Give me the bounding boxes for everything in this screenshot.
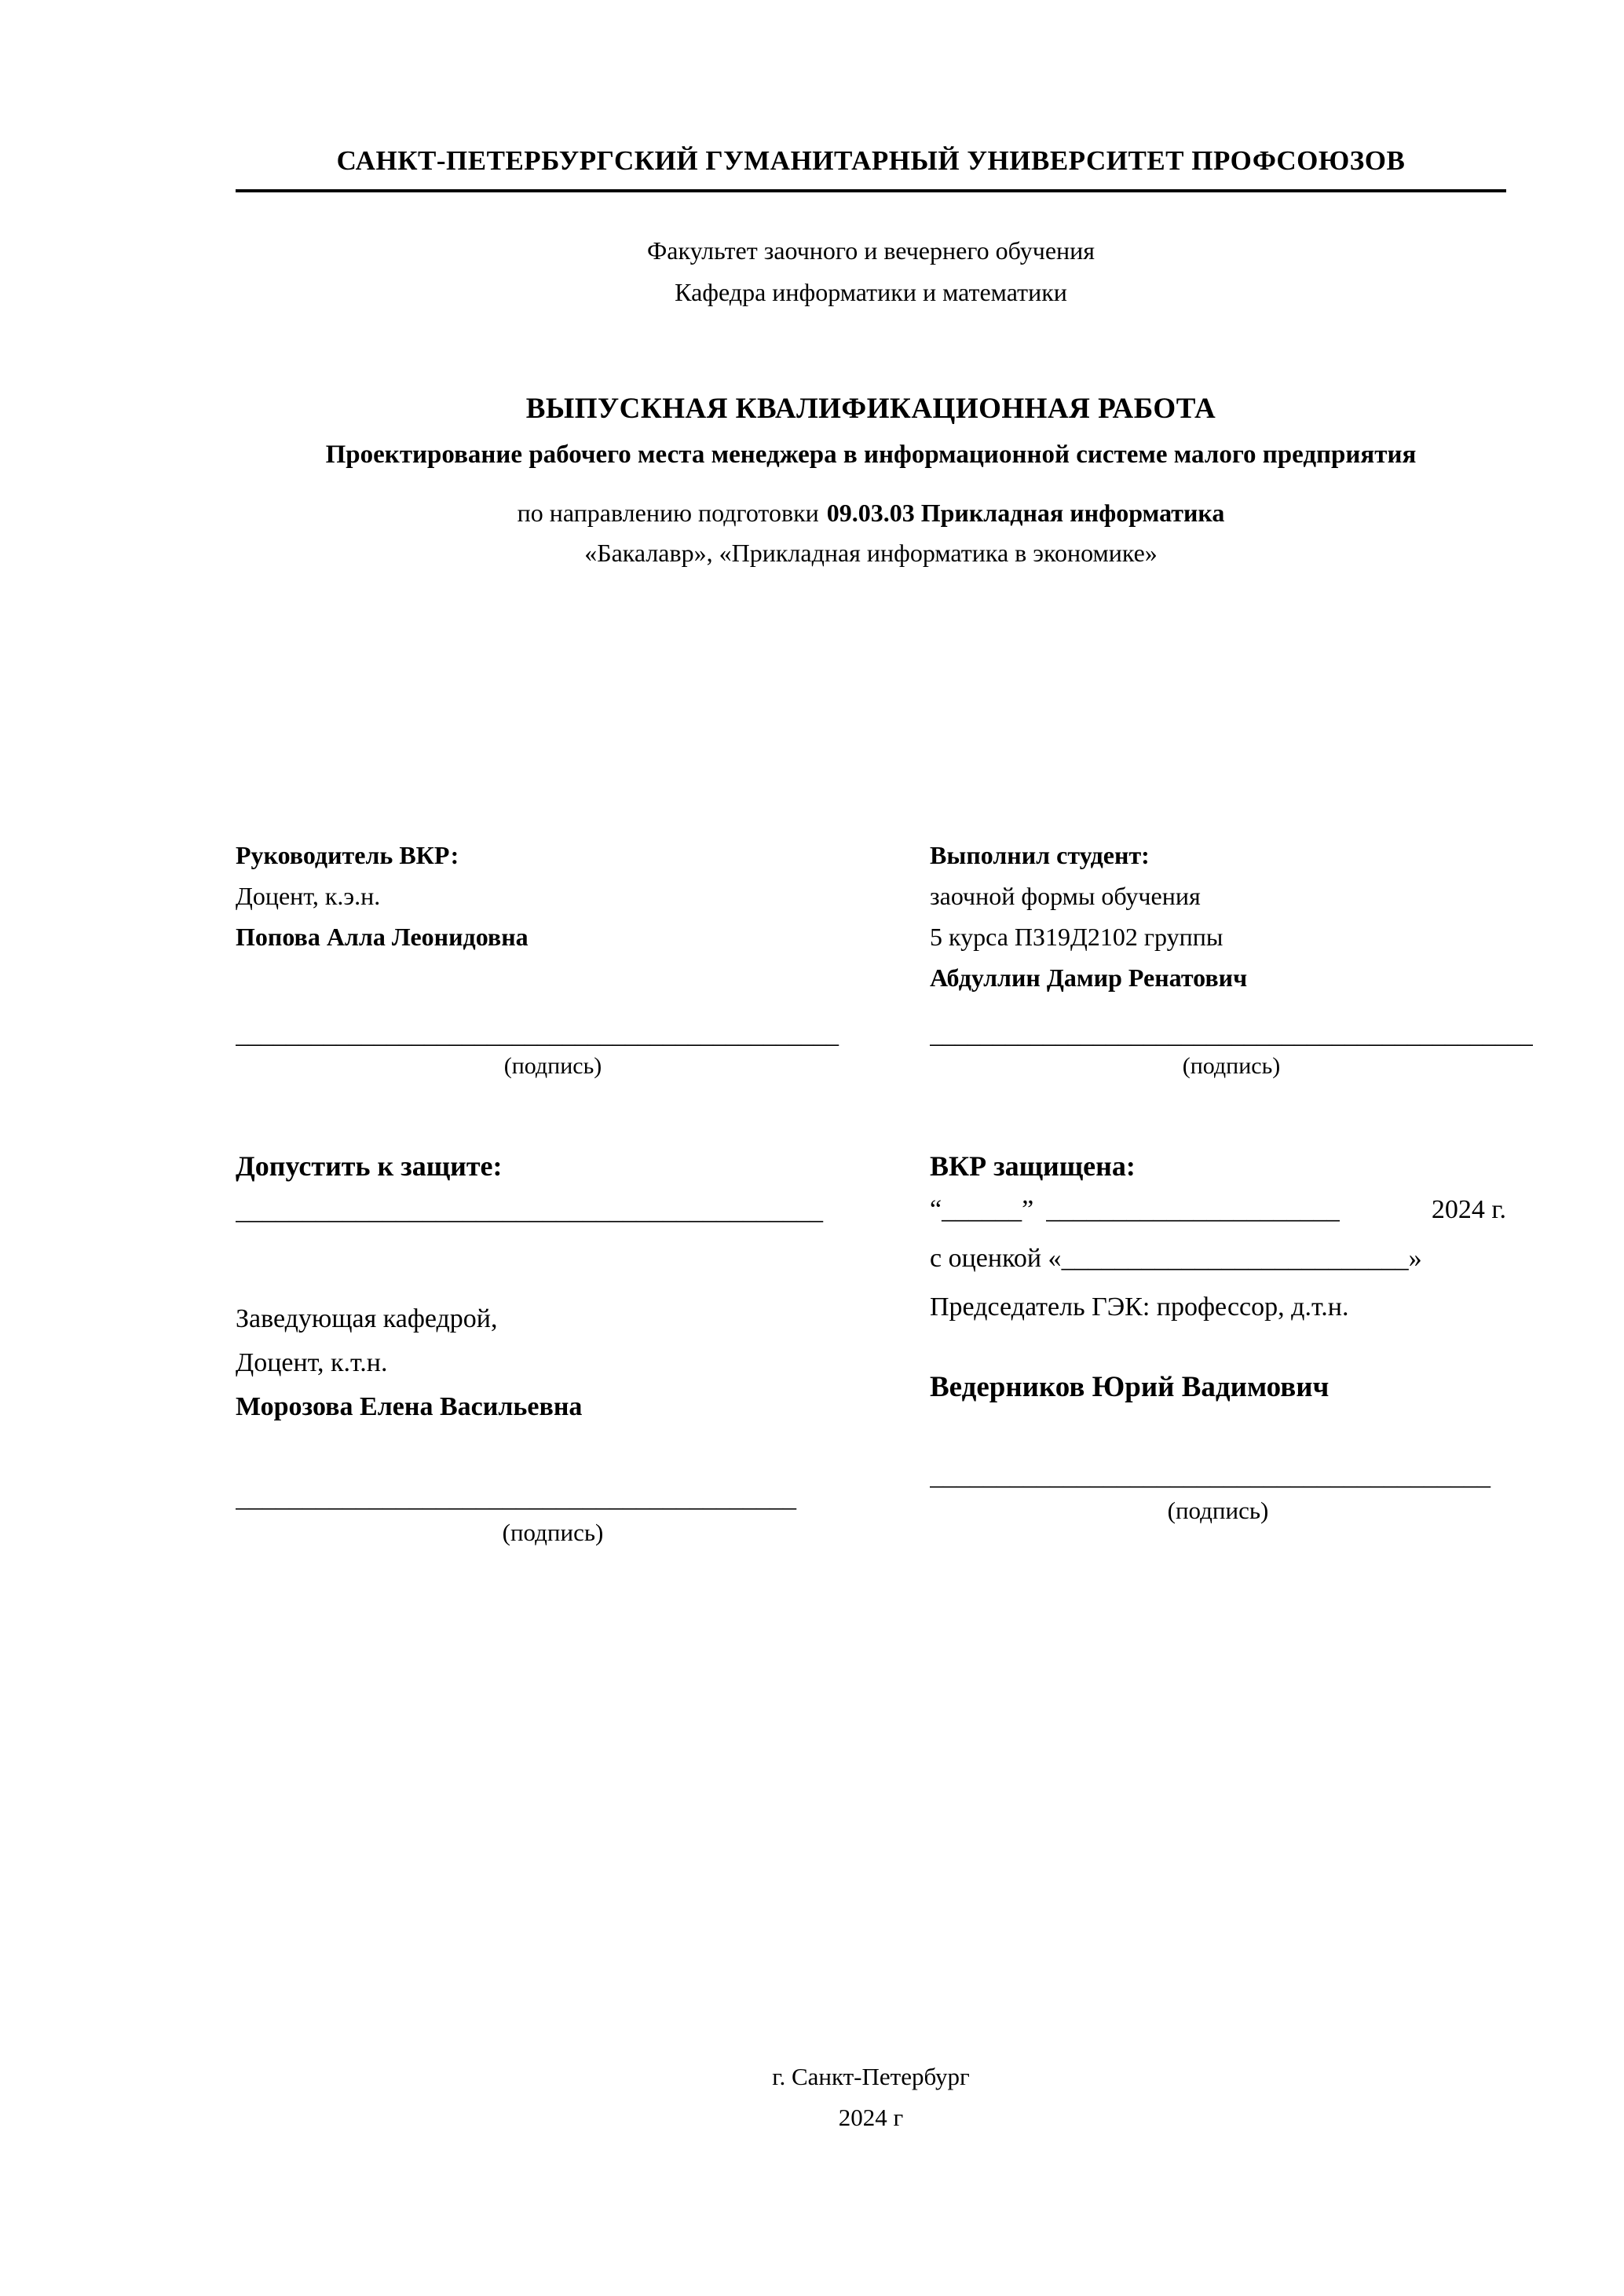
chairman-name: Ведерников Юрий Вадимович [930,1371,1330,1404]
student-study-form: заочной формы обучения [930,882,1201,911]
faculty-line: Факультет заочного и вечернего обучения [647,236,1095,265]
work-title: Проектирование рабочего места менеджера в информационной системе малого предприятия [325,440,1417,469]
defense-date-month-blank: ______________________ [1046,1195,1341,1225]
footer-year: 2024 г [838,2104,904,2132]
chairman-title: Председатель ГЭК: профессор, д.т.н. [930,1292,1349,1322]
defense-date-year: 2024 г. [1431,1195,1506,1225]
head-name: Морозова Елена Васильевна [236,1392,583,1422]
defense-date-line [930,1186,1506,1234]
supervisor-heading: Руководитель ВКР: [236,841,459,870]
direction-prefix: по направлению подготовки [517,499,819,528]
head-position-2: Доцент, к.т.н. [236,1348,388,1378]
department-line: Кафедра информатики и математики [675,277,1067,306]
work-type-title: ВЫПУСКНАЯ КВАЛИФИКАЦИОННАЯ РАБОТА [525,392,1216,425]
direction-line [236,499,1506,528]
supervisor-signature-line: ________________________________________________ [236,1020,839,1049]
footer-block [236,2057,1506,2139]
supervisor-name: Попова Алла Леонидовна [236,923,529,952]
department-head-block [236,1297,870,1429]
title-block [236,392,1506,474]
admission-signature-caption: (подпись) [502,1519,604,1547]
student-block [930,835,1533,1080]
admission-block [236,1146,930,1547]
admission-signature-line: __________________________________________ [236,1483,796,1513]
defense-heading: ВКР защищена: [930,1150,1136,1183]
defense-signature-line: __________________________________________ [930,1461,1490,1491]
defense-grade-line [930,1234,1506,1283]
faculty-department-block [236,230,1506,313]
supervisor-position: Доцент, к.э.н. [236,882,381,911]
admission-heading: Допустить к защите: [236,1150,503,1183]
university-header: САНКТ-ПЕТЕРБУРГСКИЙ ГУМАНИТАРНЫЙ УНИВЕРСИТЕТ ПРОФСОЮЗОВ [236,145,1506,192]
grade-prefix: с оценкой « [930,1244,1062,1274]
spacer [236,957,870,998]
student-group: 5 курса ПЗ19Д2102 группы [930,923,1223,952]
supervisor-signature-caption: (подпись) [503,1053,602,1080]
admission-blank-line: ____________________________________________ [236,1196,823,1226]
defense-block [930,1146,1506,1547]
student-signature-caption: (подпись) [1182,1053,1281,1080]
grade-blank: __________________________ [1061,1244,1409,1274]
direction-code: 09.03.03 Прикладная информатика [826,499,1225,528]
grade-suffix: » [1408,1244,1422,1274]
supervisor-student-section [236,835,1533,1080]
footer-city: г. Санкт-Петербург [772,2062,970,2090]
defense-date-day-blank: “______” [930,1195,1034,1225]
defense-signature-caption: (подпись) [1167,1497,1269,1525]
supervisor-block [236,835,930,1080]
degree-line: «Бакалавр», «Прикладная информатика в экономике» [584,539,1158,568]
student-name: Абдуллин Дамир Ренатович [930,963,1248,993]
student-heading: Выполнил студент: [930,841,1150,870]
admission-defense-section [236,1146,1506,1547]
student-signature-line: ________________________________________________ [930,1020,1533,1049]
head-position-1: Заведующая кафедрой, [236,1304,498,1334]
